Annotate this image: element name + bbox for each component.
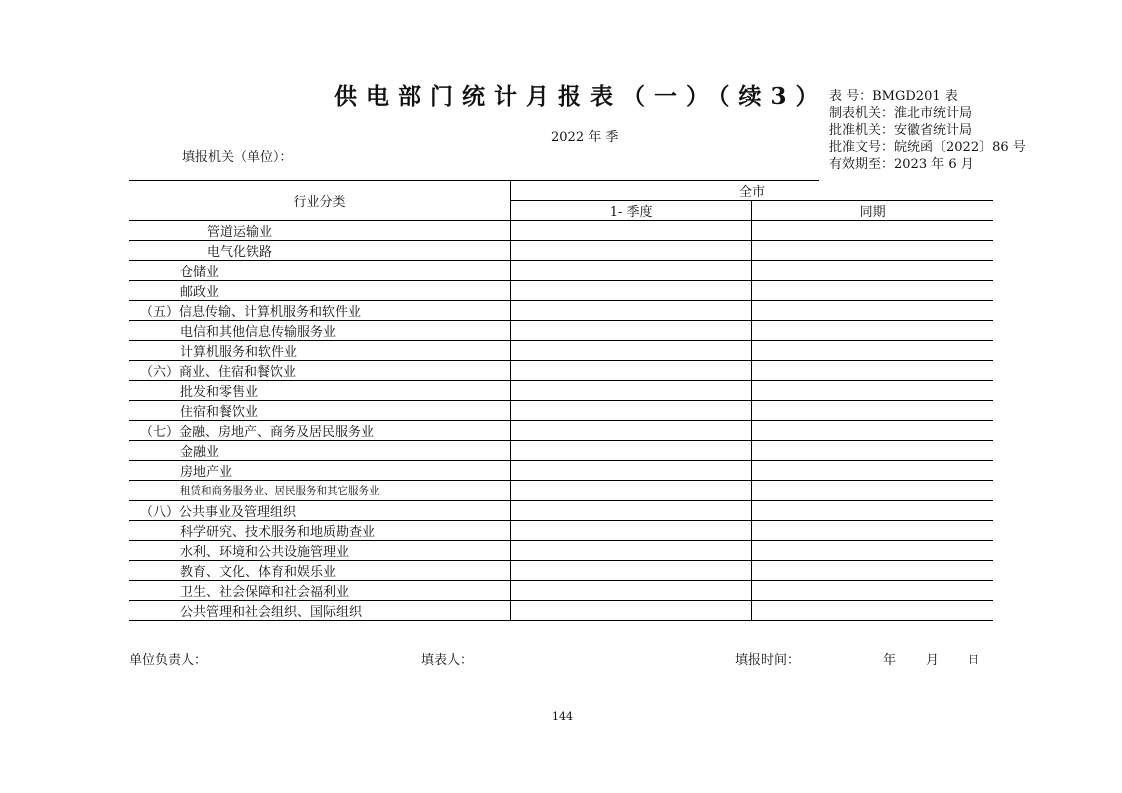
industry-label: 房地产业 bbox=[129, 461, 511, 481]
industry-column-header: 行业分类 bbox=[129, 181, 511, 221]
industry-label: 金融业 bbox=[129, 441, 511, 461]
same-period-value-cell[interactable] bbox=[752, 521, 993, 541]
industry-label: 电信和其他信息传输服务业 bbox=[129, 321, 511, 341]
table-row bbox=[129, 461, 993, 481]
industry-label: 住宿和餐饮业 bbox=[129, 401, 511, 421]
quarter-value-cell[interactable] bbox=[511, 221, 752, 241]
quarter-value-cell[interactable] bbox=[511, 601, 752, 621]
industry-label: （六）商业、住宿和餐饮业 bbox=[129, 361, 511, 381]
same-period-value-cell[interactable] bbox=[752, 361, 993, 381]
same-period-value-cell[interactable] bbox=[752, 321, 993, 341]
quarter-value-cell[interactable] bbox=[511, 481, 752, 501]
industry-label: 批发和零售业 bbox=[129, 381, 511, 401]
industry-label: （七）金融、房地产、商务及居民服务业 bbox=[129, 421, 511, 441]
table-row bbox=[129, 601, 993, 621]
same-period-value-cell[interactable] bbox=[752, 481, 993, 501]
year-label: 年 bbox=[883, 653, 897, 668]
table-row bbox=[129, 501, 993, 521]
header-row-1 bbox=[129, 181, 993, 201]
quarter-value-cell[interactable] bbox=[511, 281, 752, 301]
quarter-value-cell[interactable] bbox=[511, 301, 752, 321]
same-period-value-cell[interactable] bbox=[752, 541, 993, 561]
table-row bbox=[129, 261, 993, 281]
table-row bbox=[129, 401, 993, 421]
person-in-charge-label: 单位负责人： bbox=[129, 653, 208, 668]
industry-label: 电气化铁路 bbox=[129, 241, 511, 261]
industry-label: 科学研究、技术服务和地质勘查业 bbox=[129, 521, 511, 541]
quarter-column-header: 1- 季度 bbox=[511, 201, 752, 221]
quarter-value-cell[interactable] bbox=[511, 381, 752, 401]
city-column-header: 全市 bbox=[511, 181, 994, 201]
meta-form-number: 表 号：BMGD201 表 bbox=[829, 89, 958, 104]
industry-label: （八）公共事业及管理组织 bbox=[129, 501, 511, 521]
quarter-value-cell[interactable] bbox=[511, 261, 752, 281]
same-period-value-cell[interactable] bbox=[752, 301, 993, 321]
same-period-value-cell[interactable] bbox=[752, 461, 993, 481]
table-row bbox=[129, 441, 993, 461]
same-period-value-cell[interactable] bbox=[752, 421, 993, 441]
quarter-value-cell[interactable] bbox=[511, 561, 752, 581]
table-body bbox=[129, 221, 993, 621]
table-row bbox=[129, 321, 993, 341]
meta-approving-office: 批准机关：安徽省统计局 bbox=[829, 123, 973, 138]
filler-label: 填表人： bbox=[421, 653, 474, 668]
report-period: 2022 年 季 bbox=[551, 130, 619, 145]
table-row bbox=[129, 421, 993, 441]
table-row bbox=[129, 521, 993, 541]
table-row bbox=[129, 281, 993, 301]
industry-label: （五）信息传输、计算机服务和软件业 bbox=[129, 301, 511, 321]
quarter-value-cell[interactable] bbox=[511, 401, 752, 421]
meta-approval-number: 批准文号：皖统函〔2022〕86 号 bbox=[829, 140, 1026, 155]
same-period-value-cell[interactable] bbox=[752, 221, 993, 241]
meta-valid-until: 有效期至：2023 年 6 月 bbox=[829, 157, 974, 172]
quarter-value-cell[interactable] bbox=[511, 521, 752, 541]
same-period-column-header: 同期 bbox=[752, 201, 993, 221]
same-period-value-cell[interactable] bbox=[752, 581, 993, 601]
meta-issuing-office: 制表机关：淮北市统计局 bbox=[829, 106, 973, 121]
report-meta bbox=[829, 88, 1026, 173]
same-period-value-cell[interactable] bbox=[752, 561, 993, 581]
same-period-value-cell[interactable] bbox=[752, 341, 993, 361]
page-number: 144 bbox=[552, 710, 573, 723]
quarter-value-cell[interactable] bbox=[511, 581, 752, 601]
industry-label: 租赁和商务服务业、居民服务和其它服务业 bbox=[129, 481, 511, 501]
month-label: 月 bbox=[926, 653, 940, 668]
table-row bbox=[129, 481, 993, 501]
same-period-value-cell[interactable] bbox=[752, 261, 993, 281]
quarter-value-cell[interactable] bbox=[511, 421, 752, 441]
quarter-value-cell[interactable] bbox=[511, 341, 752, 361]
quarter-value-cell[interactable] bbox=[511, 441, 752, 461]
same-period-value-cell[interactable] bbox=[752, 381, 993, 401]
quarter-value-cell[interactable] bbox=[511, 541, 752, 561]
table-row bbox=[129, 581, 993, 601]
table-row bbox=[129, 341, 993, 361]
day-label: 日 bbox=[968, 653, 979, 666]
table-row bbox=[129, 541, 993, 561]
table-row bbox=[129, 381, 993, 401]
industry-label: 仓储业 bbox=[129, 261, 511, 281]
report-title: 供电部门统计月报表（一）（续3） bbox=[334, 83, 828, 110]
same-period-value-cell[interactable] bbox=[752, 601, 993, 621]
statistics-table bbox=[129, 181, 993, 621]
industry-label: 教育、文化、体育和娱乐业 bbox=[129, 561, 511, 581]
industry-label: 邮政业 bbox=[129, 281, 511, 301]
table-row bbox=[129, 561, 993, 581]
industry-label: 卫生、社会保障和社会福利业 bbox=[129, 581, 511, 601]
quarter-value-cell[interactable] bbox=[511, 361, 752, 381]
industry-label: 计算机服务和软件业 bbox=[129, 341, 511, 361]
industry-label: 管道运输业 bbox=[129, 221, 511, 241]
same-period-value-cell[interactable] bbox=[752, 401, 993, 421]
table-row bbox=[129, 221, 993, 241]
filing-org-label: 填报机关（单位）： bbox=[182, 150, 293, 165]
same-period-value-cell[interactable] bbox=[752, 441, 993, 461]
industry-label: 公共管理和社会组织、国际组织 bbox=[129, 601, 511, 621]
quarter-value-cell[interactable] bbox=[511, 501, 752, 521]
quarter-value-cell[interactable] bbox=[511, 241, 752, 261]
table-row bbox=[129, 301, 993, 321]
same-period-value-cell[interactable] bbox=[752, 241, 993, 261]
quarter-value-cell[interactable] bbox=[511, 321, 752, 341]
fill-time-label: 填报时间： bbox=[735, 653, 801, 668]
quarter-value-cell[interactable] bbox=[511, 461, 752, 481]
table-row bbox=[129, 361, 993, 381]
industry-label: 水利、环境和公共设施管理业 bbox=[129, 541, 511, 561]
table-row bbox=[129, 241, 993, 261]
same-period-value-cell[interactable] bbox=[752, 281, 993, 301]
same-period-value-cell[interactable] bbox=[752, 501, 993, 521]
